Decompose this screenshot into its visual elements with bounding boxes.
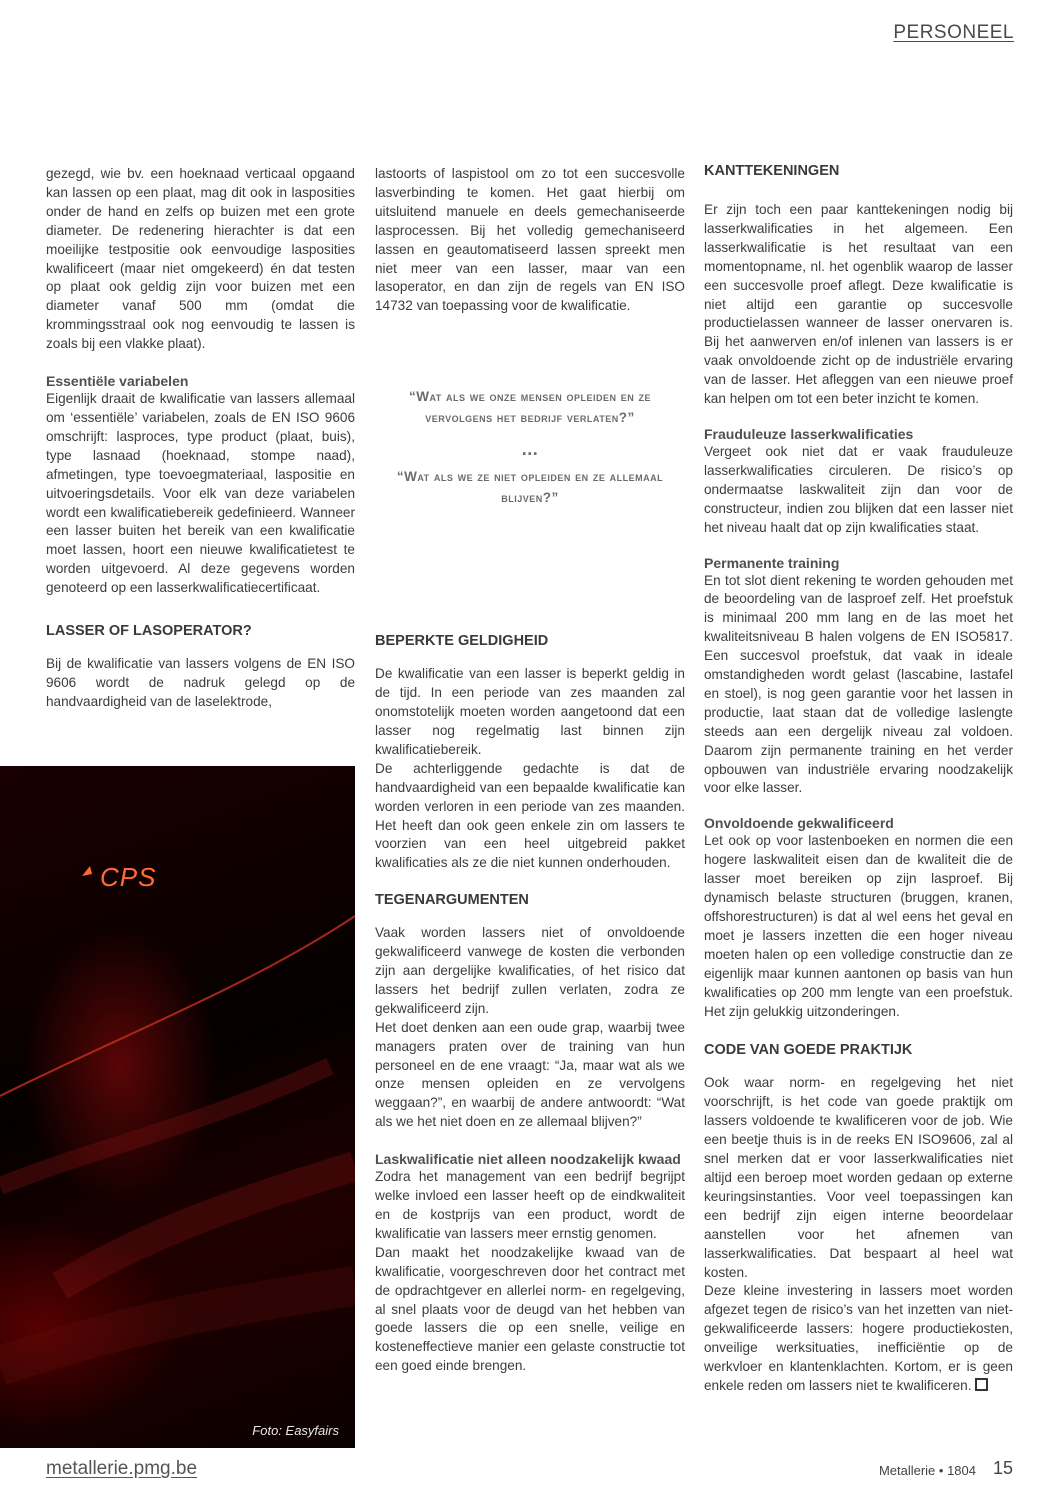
photo-credit: Foto: Easyfairs <box>252 1423 339 1438</box>
cps-logo: CPS <box>100 862 157 892</box>
section-heading: TEGENARGUMENTEN <box>375 892 529 909</box>
paragraph: Het doet denken aan een oude grap, waarbij twee managers praten over de training van hun personeel en de ene vraagt: “Ja, maar wat als we onze mensen opleiden en ze vervolgens weggaan?”, en waarbij de andere antwoordt: “Wat als we het niet doen en ze allemaal blijven?” <box>375 1019 685 1130</box>
paragraph: En tot slot dient rekening te worden gehouden met de beoordeling van de lasproef zelf. Het proefstuk is minimaal 200 mm lang en de las moet het kwaliteitsniveau B halen volgens de EN ISO5817. Een succesvol proefstuk, dat vaak in ideale omstandigheden wordt gelast (lascabine, lastafel en stoel), is nog geen garantie voor het lassen in productie, laat staan dat de volledige laslengte steeds aan een dergelijk niveau zal voldoen. Daarom zijn permanente training en het verder opbouwen van industriële ervaring noodzakelijk voor elke lasser. <box>704 572 1013 796</box>
section-heading: KANTTEKENINGEN <box>704 163 840 179</box>
paragraph: gezegd, wie bv. een hoeknaad verticaal opgaand kan lassen op een plaat, mag dit ook in lasposities onder de hand en zelfs op buizen met een grote diameter. De redenering hierachter is dat een moeilijke testpositie ook eenvoudige lasposities kwalificeert (maar niet omgekeerd) én dat testen op plaat ook geldig zijn voor buizen met een diameter vanaf 500 mm (omdat die krommingsstraal ook nog eenvoudig te lassen is zoals bij een vlakke plaat). <box>46 166 355 352</box>
paragraph: Vaak worden lassers niet of onvoldoende gekwalificeerd vanwege de kosten die verbonden zijn aan dergelijke kwalificaties, of het risico dat lassers het bedrijf zullen verlaten, zodra ze gekwalificeerd zijn. <box>375 925 685 1016</box>
welding-scene-graphic <box>0 766 355 1448</box>
footer-url-link[interactable]: metallerie.pmg.be <box>46 1458 198 1479</box>
paragraph <box>704 1282 1013 1395</box>
subheading: Frauduleuze lasserkwalificaties <box>704 425 914 442</box>
paragraph-text: Deze kleine investering in lassers moet worden afgezet tegen de risico’s van het inzetten van niet-gekwalificeerde lassers: hogere productiekosten, onveilige werksituaties, inefficiëntie op de werkvloer en klantenklachten. Kortom, er is geen enkele reden om lassers niet te kwalificeren. <box>704 1283 1013 1393</box>
subheading: Essentiële variabelen <box>46 373 189 390</box>
paragraph: Let ook op voor lastenboeken en normen die een hogere laskwaliteit eisen dan de kwaliteit die de lasser moet bereiken op zijn lasproef. Bij dynamisch belaste structuren (bruggen, kranen, offshorestructuren) is dat al wel eens het geval en moet je lassers inzetten die een hoger niveau moeten halen op een volledige constructie dan ze eigenlijk maar kunnen aantonen op basis van hun kwalificaties op 200 mm lengte van een proefstuk. Het zijn gelukkig uitzonderingen. <box>704 833 1013 1019</box>
paragraph: De kwalificatie van een lasser is beperkt geldig in de tijd. In een periode van zes maanden zal onomstotelijk moeten worden aangetoond dat een lasser nog regelmatig last binnen zijn kwalificatiebereik. <box>375 666 685 757</box>
quote-line-2: “Wat als we ze niet opleiden en ze allemaal blijven?” <box>396 469 664 505</box>
subheading: Onvoldoende gekwalificeerd <box>704 815 894 832</box>
section-heading: CODE VAN GOEDE PRAKTIJK <box>704 1042 913 1059</box>
column-3 <box>704 162 1013 1396</box>
end-mark-icon <box>975 1378 988 1391</box>
paragraph: De achterliggende gedachte is dat de handvaardigheid van een bepaalde kwalificatie kan worden verloren in een periode van zes maanden. Het heeft dan ook geen enkele zin om lassers te voorzien van een heel uitgebreid pakket kwalificaties als ze die niet kunnen onderhouden. <box>375 760 685 871</box>
paragraph: Eigenlijk draait de kwalificatie van lassers allemaal om ‘essentiële’ variabelen, zoals de EN ISO 9606 omschrijft: lasproces, type product (plaat, buis), type lasnaad (hoeknaad, stompe naad), afmetingen, type toevoegmateriaal, laspositie en uitvoeringsdetails. Voor elk van deze variabelen wordt een kwalificatiebereik gedefinieerd. Wanneer een lasser buiten het bereik van een kwalificatie moet lassen, hoort een nieuwe kwalificatietest te worden uitgevoerd. Al deze gegevens worden genoteerd op een lasserkwalificatiecertificaat. <box>46 391 355 596</box>
paragraph: lastoorts of laspistool om zo tot een succesvolle lasverbinding te komen. Het gaat hierbij om uitsluitend manuele en deels gemechaniseerde lasprocessen. Bij het volledig gemechaniseerd lassen en geautomatiseerd lassen spreekt men niet meer van een lasser, maar van een lasoperator, en dan zijn de regels van EN ISO 14732 van toepassing voor de kwalificatie. <box>375 166 685 314</box>
quote-line-1: “Wat als we onze mensen opleiden en ze vervolgens het bedrijf verlaten?” <box>408 389 652 425</box>
pull-quote <box>375 386 685 508</box>
footer-magazine: Metallerie • 1804 <box>878 1463 976 1478</box>
paragraph: Zodra het management van een bedrijf begrijpt welke invloed een lasser heeft op de eindkwaliteit en de kostprijs van een product, wordt de kwalificatie van lassers meer ernstig genomen. <box>375 1169 685 1241</box>
quote-ellipsis: ... <box>521 439 539 459</box>
page-number: 15 <box>992 1458 1013 1478</box>
column-1 <box>46 165 355 712</box>
section-label: PERSONEEL <box>893 22 1014 43</box>
section-heading: LASSER OF LASOPERATOR? <box>46 623 252 640</box>
paragraph: Vergeet ook niet dat er vaak frauduleuze lasserkwalificaties circuleren. De risico’s op ondermaatse laskwaliteit zijn dan voor de constructeur, indien zou blijken dat een lasser niet het niveau haalt dat op zijn kwalificaties staat. <box>704 443 1013 535</box>
paragraph: Dan maakt het noodzakelijke kwaad van de kwalificatie, voorgeschreven door het contract met de opdrachtgever en allerlei norm- en regelgeving, al snel plaats voor de deugd van het hebben van goede lassers die op een snelle, veilige en kosteneffectieve manier een gelaste constructie tot een goed einde brengen. <box>375 1244 685 1374</box>
welding-photo <box>0 766 355 1448</box>
section-heading: BEPERKTE GELDIGHEID <box>375 633 549 650</box>
subheading: Permanente training <box>704 554 840 571</box>
paragraph: Ook waar norm- en regelgeving het niet voorschrijft, is het code van goede praktijk om lassers voldoende te kwalificeren voor de job. Wie een beetje thuis is in de reeks EN ISO9606, zal al snel merken dat er voor lasserkwalificaties niet altijd een beroep moet worden gedaan op externe keuringsinstanties. Voor veel toepassingen kan een bedrijf zijn eigen interne beoordelaar aanstellen voor het afnemen van lasserkwalificaties. Dat bespaart al heel wat kosten. <box>704 1075 1013 1280</box>
subheading: Laskwalificatie niet alleen noodzakelijk kwaad <box>375 1151 681 1168</box>
column-2 <box>375 165 685 1376</box>
paragraph: Er zijn toch een paar kanttekeningen nodig bij lasserkwalificaties in het algemeen. Een lasserkwalificatie is het resultaat van een momentopname, nl. het ogenblik waarop de lasser een succesvolle proef aflegt. Deze kwalificatie is niet altijd een garantie op succesvolle productielassen wanneer de lasser onervaren is. Bij het aanwerven en/of inlenen van lassers is er vaak onvoldoende zicht op de industriële ervaring van de lasser. Het afleggen van een nieuwe proef kan helpen om tot een beter inzicht te komen. <box>704 202 1013 407</box>
paragraph: Bij de kwalificatie van lassers volgens de EN ISO 9606 wordt de nadruk gelegd op de handvaardigheid van de laselektrode, <box>46 656 355 709</box>
